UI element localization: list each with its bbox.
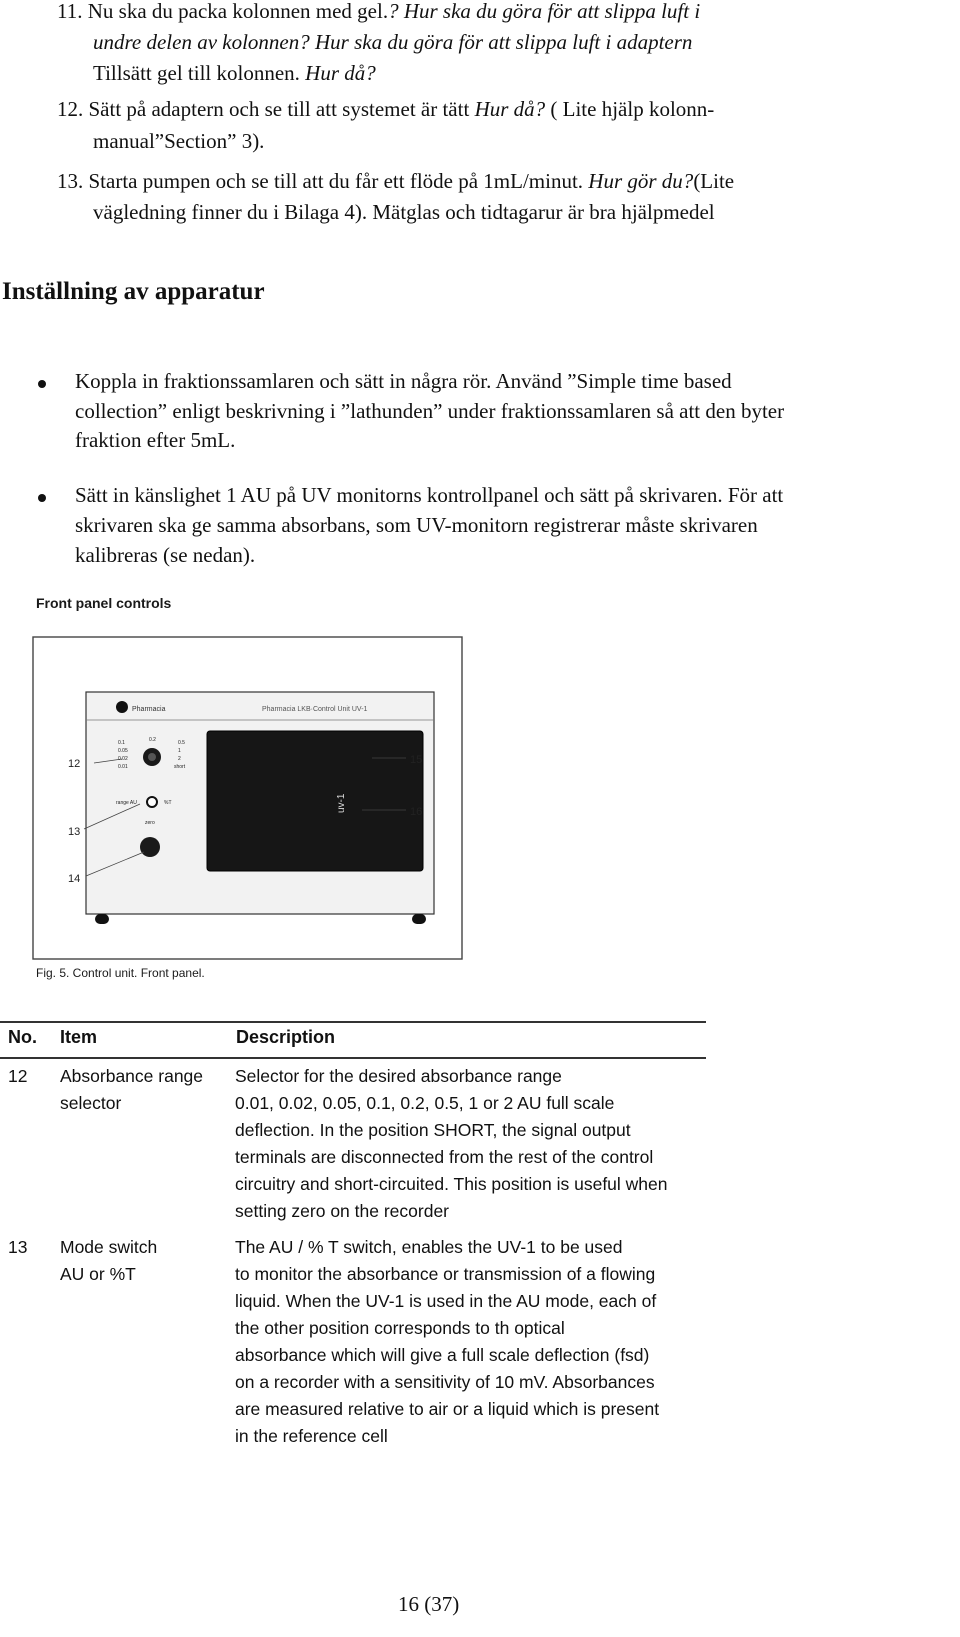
step-11-question: ? Hur ska du göra för att slippa luft i (388, 0, 701, 23)
row-description: the other position corresponds to th optical (235, 1318, 565, 1338)
row-item: Mode switch (60, 1237, 158, 1257)
knob-label: 0.02 (118, 756, 128, 762)
row-description: in the reference cell (235, 1426, 388, 1446)
knob-label: 1 (178, 748, 181, 754)
bullet-1-line-1: Koppla in fraktionssamlaren och sätt in några rör. Använd ”Simple time based (75, 369, 732, 393)
bullet-1-line-2: collection” enligt beskrivning i ”lathunden” under fraktionssamlaren så att den byter (75, 399, 785, 423)
bullet-icon (38, 494, 46, 502)
row-description: deflection. In the position SHORT, the signal output (235, 1120, 631, 1140)
step-13-text: Starta pumpen och se till att du får ett flöde på 1mL/minut. (88, 169, 584, 193)
knob-label: 0.2 (149, 737, 156, 743)
knob-label: short (174, 764, 186, 770)
step-11-line-2 (93, 27, 692, 57)
row-description: are measured relative to air or a liquid which is present (235, 1399, 660, 1419)
step-11-instruction: Tillsätt gel till kolonnen. (93, 61, 300, 85)
knob-label: 0.5 (178, 740, 185, 746)
svg-text:uv-1: uv-1 (336, 793, 347, 813)
bullet-1-line-3: fraktion efter 5mL. (75, 428, 236, 452)
row-description: 0.01, 0.02, 0.05, 0.1, 0.2, 0.5, 1 or 2 AU full scale (235, 1093, 615, 1113)
bullet-2-line-1: Sätt in känslighet 1 AU på UV monitorns kontrollpanel och sätt på skrivaren. För att (75, 483, 784, 507)
row-description: terminals are disconnected from the rest of the control (235, 1147, 654, 1167)
knob-label: 2 (178, 756, 181, 762)
row-item: selector (60, 1093, 122, 1113)
brand-text: Pharmacia (132, 706, 166, 713)
row-number: 13 (8, 1237, 28, 1257)
figure-caption: Fig. 5. Control unit. Front panel. (36, 966, 205, 980)
step-11-text: Nu ska du packa kolonnen med gel. (87, 0, 389, 23)
step-12-number: 12. (57, 97, 84, 121)
header-no: No. (8, 1027, 37, 1047)
step-13-how: Hur gör du? (588, 169, 694, 193)
step-12-hint-cont: manual”Section” 3). (93, 129, 265, 153)
row-description: circuitry and short-circuited. This position is useful when (235, 1174, 668, 1194)
section-heading: Inställning av apparatur (2, 278, 265, 305)
row-description: absorbance which will give a full scale deflection (fsd) (235, 1345, 650, 1365)
pharmacia-logo-icon (116, 701, 128, 713)
callout-12: 12 (68, 758, 81, 770)
row-description: setting zero on the recorder (235, 1201, 450, 1221)
bullet-icon (38, 380, 46, 388)
callout-16: 16 (410, 806, 423, 818)
zero-label: zero (145, 820, 155, 826)
step-13-line-1 (57, 166, 734, 196)
bullet-2-line-2: skrivaren ska ge samma absorbans, som UV-monitorn registrerar måste skrivaren (75, 513, 758, 537)
step-13-line-2 (93, 197, 715, 227)
page-number: 16 (37) (398, 1592, 460, 1616)
step-13-number: 13. (57, 169, 84, 193)
step-11-question-cont: undre delen av kolonnen? Hur ska du göra för att slippa luft i adaptern (93, 30, 693, 54)
row-description: liquid. When the UV-1 is used in the AU mode, each of (235, 1291, 657, 1311)
step-12-how: Hur då? (474, 97, 546, 121)
knob-label: 0.1 (118, 740, 125, 746)
row-item: Absorbance range (60, 1066, 204, 1086)
step-12-line-2 (93, 126, 264, 156)
callout-13: 13 (68, 826, 81, 838)
unit-label: Pharmacia LKB·Control Unit UV-1 (262, 706, 368, 713)
header-item: Item (60, 1027, 98, 1047)
knob-label: 0.05 (118, 748, 128, 754)
step-11-line-1 (57, 0, 700, 26)
row-description: on a recorder with a sensitivity of 10 mV. Absorbances (235, 1372, 655, 1392)
table-top-rule (0, 1021, 706, 1023)
row-number: 12 (8, 1066, 28, 1086)
step-12-hint: ( Lite hjälp kolonn- (550, 97, 715, 121)
range-au-label: range AU (116, 800, 137, 806)
callout-15: 15 (410, 754, 423, 766)
row-description: to monitor the absorbance or transmission of a flowing (235, 1264, 656, 1284)
bullet-2-line-3: kalibreras (se nedan). (75, 543, 256, 567)
row-description: The AU / % T switch, enables the UV-1 to be used (235, 1237, 623, 1257)
figure-title: Front panel controls (36, 595, 172, 611)
row-description: Selector for the desired absorbance range (235, 1066, 562, 1086)
step-11-line-3 (93, 58, 376, 88)
control-unit-illustration (32, 636, 464, 961)
pct-t-label: %T (164, 800, 172, 806)
callout-14: 14 (68, 873, 81, 885)
step-11-how: Hur då? (305, 61, 376, 85)
table-header-rule (0, 1057, 706, 1059)
step-13-hint-cont: vägledning finner du i Bilaga 4). Mätglas och tidtagarur är bra hjälpmedel (93, 200, 715, 224)
knob-label: 0.01 (118, 764, 128, 770)
step-12-text: Sätt på adaptern och se till att systemet är tätt (88, 97, 470, 121)
step-11-number: 11. (57, 0, 83, 23)
step-13-hint: (Lite (693, 169, 735, 193)
row-item: AU or %T (60, 1264, 136, 1284)
header-description: Description (236, 1027, 336, 1047)
step-12-line-1 (57, 94, 714, 124)
